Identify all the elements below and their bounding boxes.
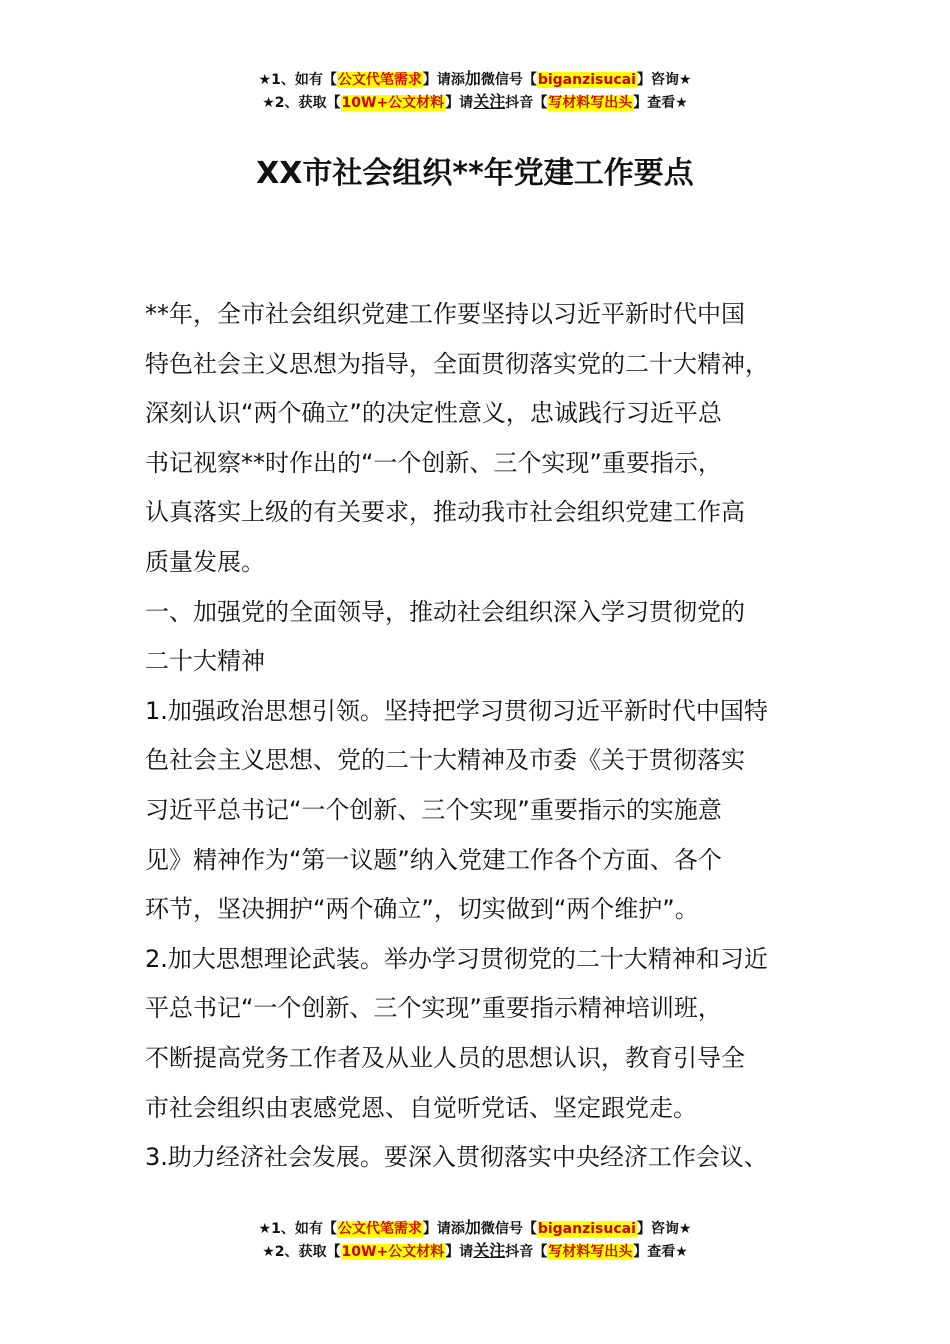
banner-text: 】请 [445,1244,474,1260]
body-line: 书记视察**时作出的“一个创新、三个实现”重要指示， [145,448,722,477]
banner-emphasis: 关注 [473,1241,506,1260]
banner-text: ★1、如有【 [258,72,337,88]
header-banner-line-2 [0,91,950,114]
materials-highlight: 10W+公文材料 [341,1244,445,1260]
banner-text: ★2、获取【 [262,1244,341,1260]
body-line: 深刻认识“两个确立”的决定性意义，忠诚践行习近平总 [145,399,722,428]
body-line: 2.加大思想理论武装。举办学习贯彻党的二十大精神和习近 [145,944,768,973]
banner-text: 】请 [445,95,474,111]
banner-text: 】咨询★ [636,1221,692,1237]
banner-text: 】查看★ [633,1244,688,1260]
body-line: 1.加强政治思想引领。坚持把学习贯彻习近平新时代中国特 [145,696,768,725]
banner-text: 】请添 [422,1221,465,1237]
banner-text: ★1、如有【 [258,1221,337,1237]
section-heading: 二十大精神 [145,647,265,676]
body-line: 特色社会主义思想为指导，全面贯彻落实党的二十大精神， [145,349,769,378]
footer-banner [0,1217,950,1263]
document-body [145,290,835,1183]
douyin-account-highlight: 写材料写出头 [548,95,633,111]
banner-emphasis: 加 [464,1218,481,1237]
banner-text: ★2、获取【 [262,95,341,111]
banner-text: 抖音【 [505,95,548,111]
footer-banner-line-1 [0,1217,950,1240]
service-highlight: 公文代笔需求 [337,1221,422,1237]
body-line: 认真落实上级的有关要求，推动我市社会组织党建工作高 [145,498,745,527]
banner-text: 】请添 [422,72,465,88]
body-line: 习近平总书记“一个创新、三个实现”重要指示的实施意 [145,795,722,824]
banner-text: 】查看★ [633,95,688,111]
section-heading: 一、加强党的全面领导，推动社会组织深入学习贯彻党的 [145,597,745,626]
document-title: XX市社会组织**年党建工作要点 [256,156,694,191]
service-highlight: 公文代笔需求 [337,72,422,88]
header-banner-line-1 [0,68,950,91]
banner-text: 】咨询★ [636,72,692,88]
body-line: 平总书记“一个创新、三个实现”重要指示精神培训班， [145,994,722,1023]
body-line: 见》精神作为“第一议题”纳入党建工作各个方面、各个 [145,845,722,874]
body-line: 环节，坚决拥护“两个确立”，切实做到“两个维护”。 [145,895,699,924]
douyin-account-highlight: 写材料写出头 [548,1244,633,1260]
body-line: 3.助力经济社会发展。要深入贯彻落实中央经济工作会议、 [145,1143,768,1172]
banner-text: 微信号【 [480,1221,537,1237]
body-line: 不断提高党务工作者及从业人员的思想认识，教育引导全 [145,1043,745,1072]
body-line: 市社会组织由衷感党恩、自觉听党话、坚定跟党走。 [145,1093,697,1122]
wechat-id-highlight: biganzisucai [537,1221,636,1237]
banner-text: 微信号【 [480,72,537,88]
materials-highlight: 10W+公文材料 [341,95,445,111]
body-line: **年，全市社会组织党建工作要坚持以习近平新时代中国 [145,300,745,328]
wechat-id-highlight: biganzisucai [537,72,636,88]
body-line: 色社会主义思想、党的二十大精神及市委《关于贯彻落实 [145,746,745,775]
header-banner [0,68,950,114]
body-line: 质量发展。 [145,547,265,576]
banner-emphasis: 加 [464,69,481,88]
banner-emphasis: 关注 [473,92,506,111]
banner-text: 抖音【 [505,1244,548,1260]
footer-banner-line-2 [0,1240,950,1263]
